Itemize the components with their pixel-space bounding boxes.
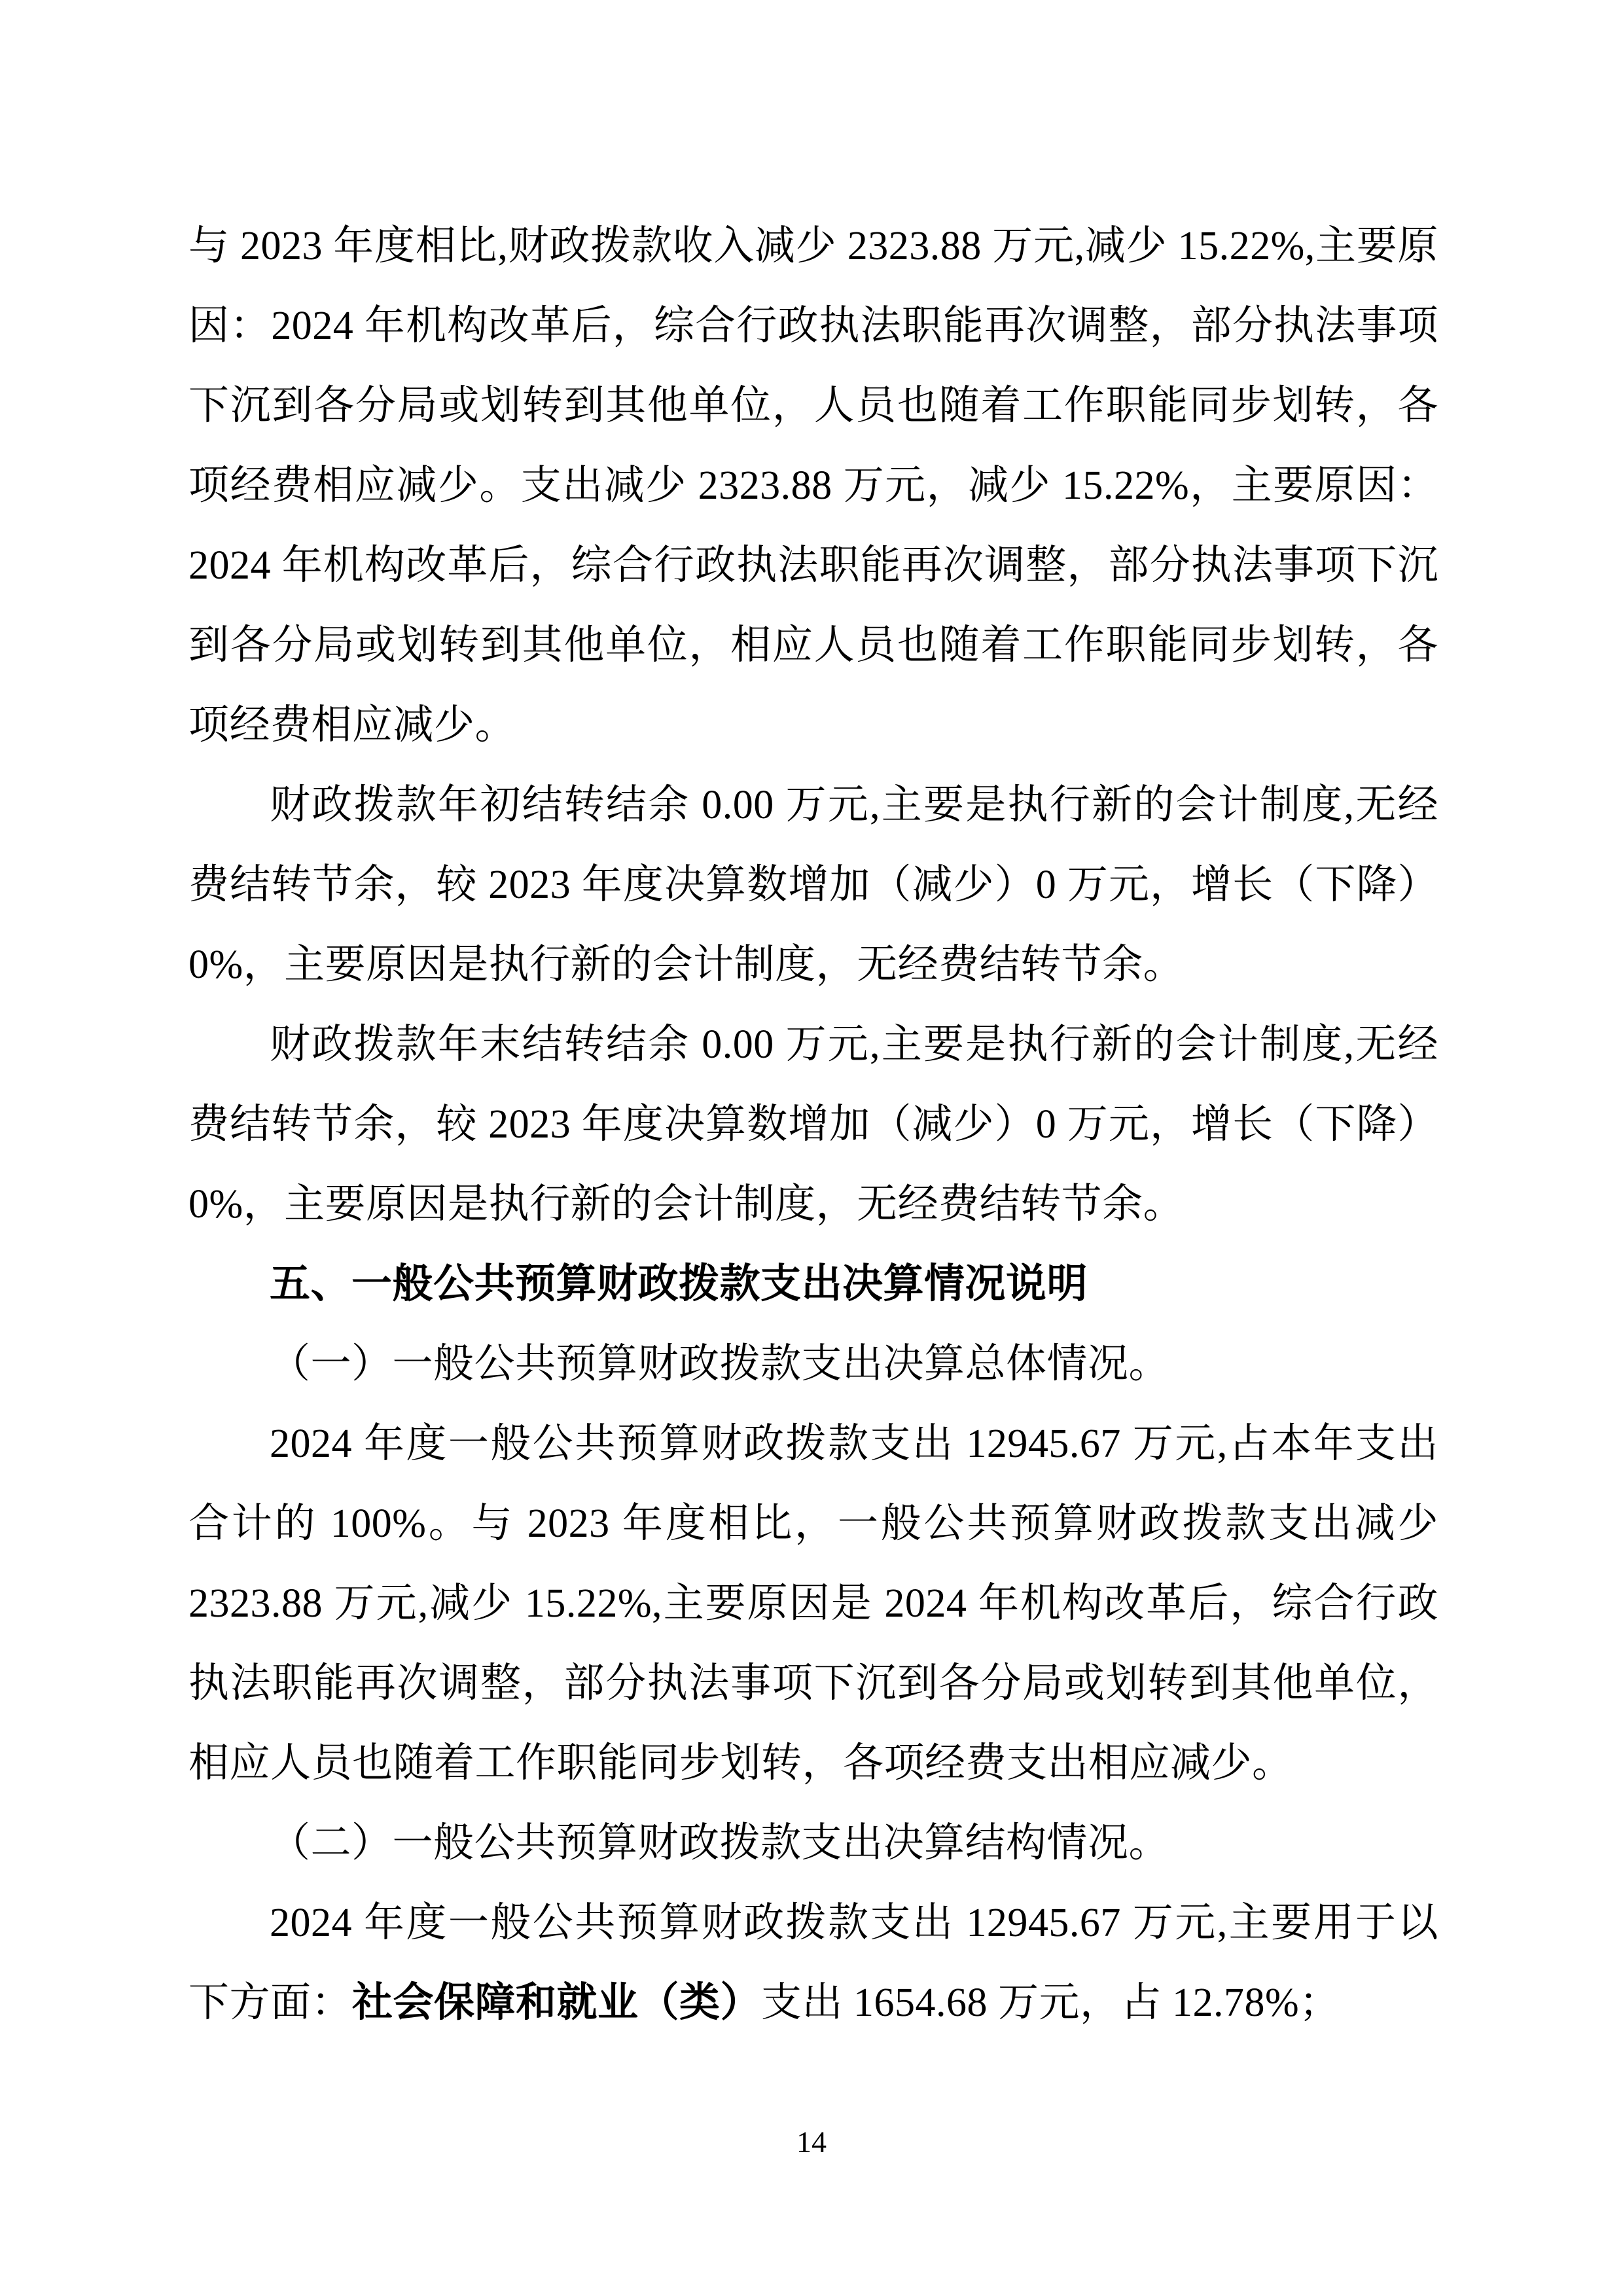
page-footer: [0, 2125, 1623, 2160]
text-run: 与 2023 年度相比,财政拨款收入减少 2323.88 万元,减少 15.22%,主要原因：2024 年机构改革后，综合行政执法职能再次调整，部分执法事项下沉到各分局或划转到其他单位，人员也随着工作职能同步划转，各项经费相应减少。支出减少 2323.88 万元，减少 15.22%，主要原因：2024 年机构改革后，综合行政执法职能再次调整，部分执法事项下沉到各分局或划转到其他单位，相应人员也随着工作职能同步划转，各项经费相应减少。: [188, 224, 1438, 747]
text-run: 支出 1654.68 万元，占 12.78%；: [761, 1981, 1340, 2025]
text-run: 2024 年度一般公共预算财政拨款支出 12945.67 万元,主要用于以下方面：: [188, 1901, 1438, 2025]
paragraph: [188, 1404, 1438, 1803]
text-run: 财政拨款年末结转结余 0.00 万元,主要是执行新的会计制度,无经费结转节余，较 2023 年度决算数增加（减少）0 万元，增长（下降）0%，主要原因是执行新的会计制度，无经费结转节余。: [188, 1022, 1438, 1227]
text-run-bold: 社会保障和就业（类）: [352, 1981, 762, 2025]
document-body: [188, 206, 1438, 2043]
text-run: （一）一般公共预算财政拨款支出决算总体情况。: [270, 1342, 1170, 1386]
text-run: 2024 年度一般公共预算财政拨款支出 12945.67 万元,占本年支出合计的 100%。与 2023 年度相比，一般公共预算财政拨款支出减少 2323.88 万元,减少 15.22%,主要原因是 2024 年机构改革后，综合行政执法职能再次调整，部分执法事项下沉到各分局或划转到其他单位，相应人员也随着工作职能同步划转，各项经费支出相应减少。: [188, 1422, 1438, 1785]
section-heading: [188, 1244, 1438, 1324]
section-heading: [188, 1803, 1438, 1883]
paragraph: [188, 206, 1438, 765]
paragraph: [188, 1005, 1438, 1244]
paragraph: [188, 1883, 1438, 2043]
section-heading: [188, 1324, 1438, 1404]
text-run: （二）一般公共预算财政拨款支出决算结构情况。: [270, 1821, 1170, 1865]
paragraph: [188, 765, 1438, 1005]
page-number: 14: [796, 2125, 827, 2159]
text-run-bold: 五、一般公共预算财政拨款支出决算情况说明: [270, 1261, 1088, 1306]
text-run: 财政拨款年初结转结余 0.00 万元,主要是执行新的会计制度,无经费结转节余，较 2023 年度决算数增加（减少）0 万元，增长（下降）0%，主要原因是执行新的会计制度，无经费结转节余。: [188, 783, 1438, 987]
